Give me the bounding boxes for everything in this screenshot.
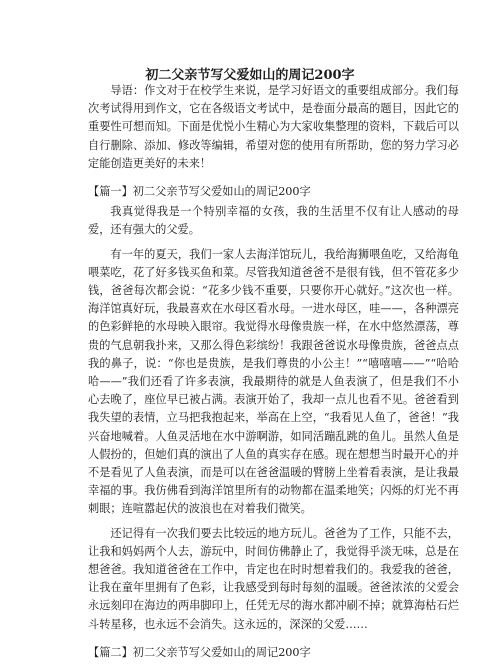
- section-heading-2: 【篇二】初二父亲节写父爱如山的周记200字: [88, 645, 311, 659]
- spacer: [88, 173, 459, 179]
- document-body: [88, 82, 459, 664]
- paragraph-2: 有一年的夏天，我们一家人去海洋馆玩儿，我给海狮喂鱼吃，又给海龟喂菜吃，花了好多钱买鱼和菜。尽管我知道爸爸不是很有钱，但不管花多少钱，爸爸每次都会说：“花多少钱不重要，只要你开心就好。”这次也一样。海洋馆真好玩，我最喜欢在水母区看水母。一进水母区，哇——，各种漂亮的色彩鲜艳的水母映入眼帘。我觉得水母像贵族一样，在水中悠然漂荡，尊贵的气息朝我扑来，又那么得色彩缤纷！我跟爸爸说水母像贵族，爸爸点点我的鼻子，说：“你也是贵族，是我们尊贵的小公主！”“嘻嘻嘻——”“哈哈哈——”我们还看了许多表演，我最期待的就是人鱼表演了，但是我们不小心去晚了，座位早已被占满。表演开始了，我却一点儿也看不见。爸爸看到我失望的表情，立马把我抱起来，举高在上空，“我看见人鱼了，爸爸！”我兴奋地喊着。人鱼灵活地在水中游啊游，如同活蹦乱跳的鱼儿。虽然人鱼是人假扮的，但她们真的演出了人鱼的真实存在感。现在想想当时最开心的并不是看见了人鱼表演，而是可以在爸爸温暖的臂膀上坐着看表演，是让我最幸福的事。我仿佛看到海洋馆里所有的动物都在温柔地笑；闪烁的灯光不再刺眼；连喧嚣起伏的波浪也在对着我们微笑。: [88, 247, 459, 516]
- page-title: 初二父亲节写父爱如山的周记200字: [145, 68, 355, 83]
- intro-paragraph: 导语：作文对于在校学生来说，是学习好语文的重要组成部分。我们每次考试得用到作文，它在各级语文考试中，是卷面分最高的题目，因此它的重要性可想而知。下面是优悦小生精心为大家收集整理的资料，下载后可以自行删除、添加、修改等编辑，希望对您的使用有所帮助，您的努力学习必定能创造更美好的未来！: [88, 84, 459, 170]
- section-heading-1: 【篇一】初二父亲节写父爱如山的周记200字: [88, 185, 311, 199]
- paragraph-3: 还记得有一次我们要去比较远的地方玩儿。爸爸为了工作，只能不去，让我和妈妈两个人去，游玩中，时间仿佛静止了，我觉得乎淡无味，总是在想爸爸。我知道爸爸在工作中，肯定也在时时想着我们的。我爱我的爸爸，让我在童年里拥有了色彩，让我感受到每时每刻的温暖。爸爸浓浓的父爱会永远刻印在海边的两串脚印上，任凭无尽的海水都冲刷不掉；就算海枯石烂斗转星移，也永远不会消失。这永远的，深深的父爱……: [88, 526, 459, 631]
- paragraph-1: 我真觉得我是一个特别幸福的女孩，我的生活里不仅有让人感动的母爱，还有强大的父爱。: [88, 205, 459, 237]
- spacer: [88, 634, 459, 640]
